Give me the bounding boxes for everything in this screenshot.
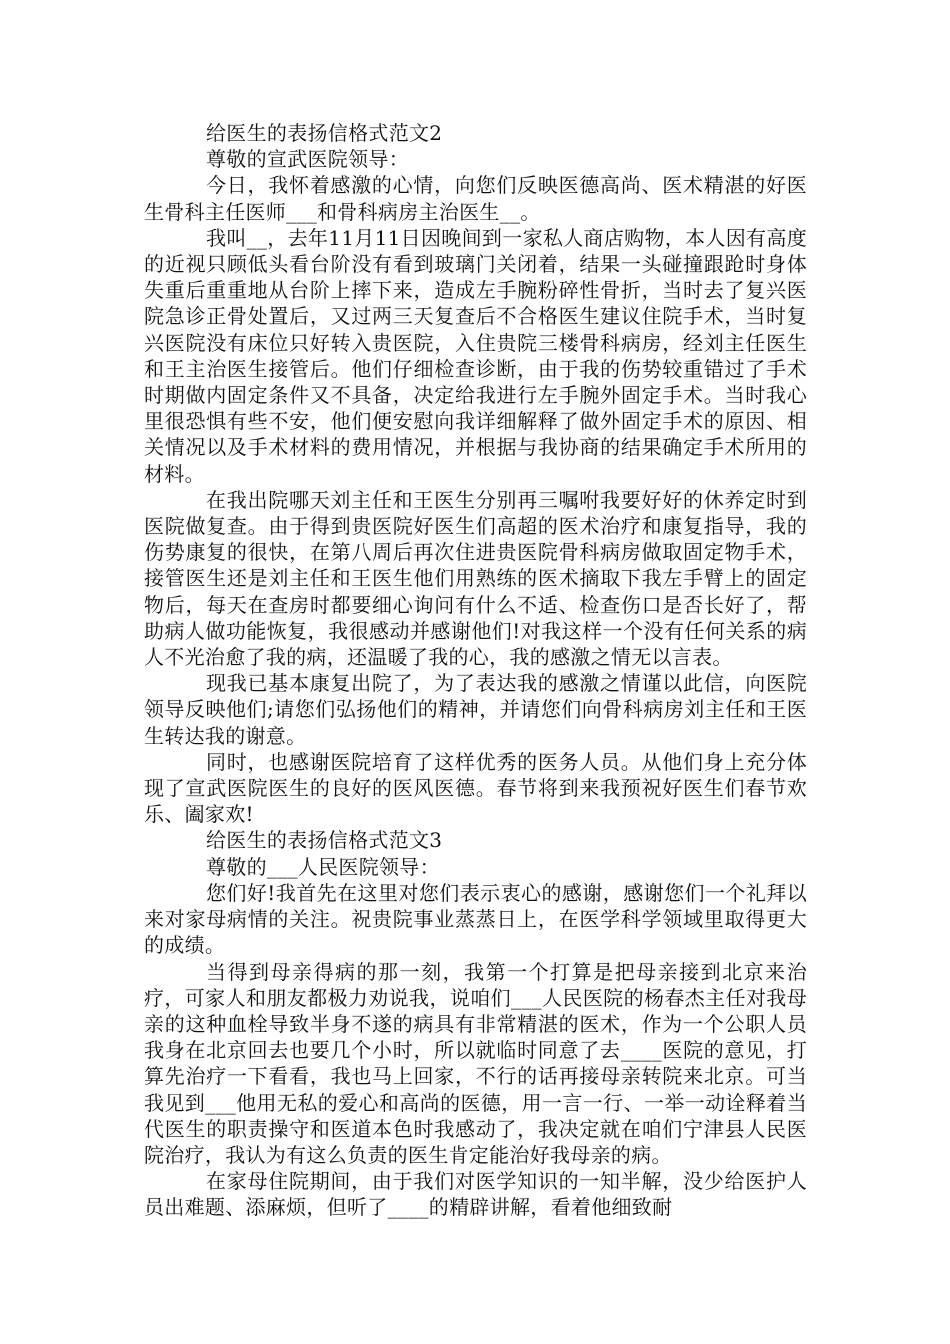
body-paragraph: 您们好!我首先在这里对您们表示衷心的感谢，感谢您们一个礼拜以来对家母病情的关注。祝贵院事业蒸蒸日上，在医学科学领域里取得更大的成绩。 — [144, 880, 807, 958]
body-paragraph: 我叫__，去年11月11日因晚间到一家私人商店购物，本人因有高度的近视只顾低头看台阶没有看到玻璃门关闭着，结果一头碰撞跟跄时身体失重后重重地从台阶上摔下来，造成左手腕粉碎性骨折，当时去了复兴医院急诊正骨处置后，又过两三天复查后不合格医生建议住院手术，当时复兴医院没有床位只好转入贵医院，入住贵院三楼骨科病房，经刘主任医生和王主治医生接管后。他们仔细检查诊断，由于我的伤势较重错过了手术时期做内固定条件又不具备，决定给我进行左手腕外固定手术。当时我心里很恐惧有些不安，他们便安慰向我详细解释了做外固定手术的原因、相关情况以及手术材料的费用情况，并根据与我协商的结果确定手术所用的材料。 — [144, 225, 807, 486]
body-paragraph: 现我已基本康复出院了，为了表达我的感激之情谨以此信，向医院领导反映他们;请您们弘扬他们的精神，并请您们向骨科病房刘主任和王医生转达我的谢意。 — [144, 671, 807, 748]
salutation-1: 尊敬的宣武医院领导： — [206, 147, 409, 172]
body-paragraph: 当得到母亲得病的那一刻，我第一个打算是把母亲接到北京来治疗，可家人和朋友都极力劝说我，说咱们___人民医院的杨春杰主任对我母亲的这种血栓导致半身不遂的病具有非常精湛的医术，作为一个公职人员我身在北京回去也要几个小时，所以就临时同意了去____医院的意见，打算先治疗一下看看，我也马上回家，不行的话再接母亲转院来北京。可当我见到___他用无私的爱心和高尚的医德，用一言一行、一举一动诠释着当代医生的职责操守和医道本色时我感动了，我决定就在咱们宁津县人民医院治疗，我认为有这么负责的医生肯定能治好我母亲的病。 — [144, 959, 807, 1167]
body-paragraph: 今日，我怀着感激的心情，向您们反映医德高尚、医术精湛的好医生骨科主任医师___和骨科病房主治医生__。 — [144, 173, 807, 224]
salutation-2: 尊敬的___人民医院领导： — [206, 854, 440, 879]
section-title-2: 给医生的表扬信格式范文2 — [206, 121, 443, 145]
body-paragraph: 在我出院哪天刘主任和王医生分别再三嘱咐我要好好的休养定时到医院做复查。由于得到贵医院好医生们高超的医术治疗和康复指导，我的伤势康复的很快，在第八周后再次住进贵医院骨科病房做取固定物手术，接管医生还是刘主任和王医生他们用熟练的医术摘取下我左手臂上的固定物后，每天在查房时都要细心询问有什么不适、检查伤口是否长好了，帮助病人做功能恢复，我很感动并感谢他们!对我这样一个没有任何关系的病人不光治愈了我的病，还温暖了我的心，我的感激之情无以言表。 — [144, 487, 807, 670]
document-body — [144, 120, 807, 1221]
section-title-3: 给医生的表扬信格式范文3 — [206, 828, 443, 853]
body-paragraph: 在家母住院期间，由于我们对医学知识的一知半解，没少给医护人员出难题、添麻烦，但听了____的精辟讲解，看着他细致耐 — [144, 1169, 807, 1220]
body-paragraph: 同时，也感谢医院培育了这样优秀的医务人员。从他们身上充分体现了宣武医院医生的良好的医风医德。春节将到来我预祝好医生们春节欢乐、阖家欢! — [144, 749, 807, 827]
